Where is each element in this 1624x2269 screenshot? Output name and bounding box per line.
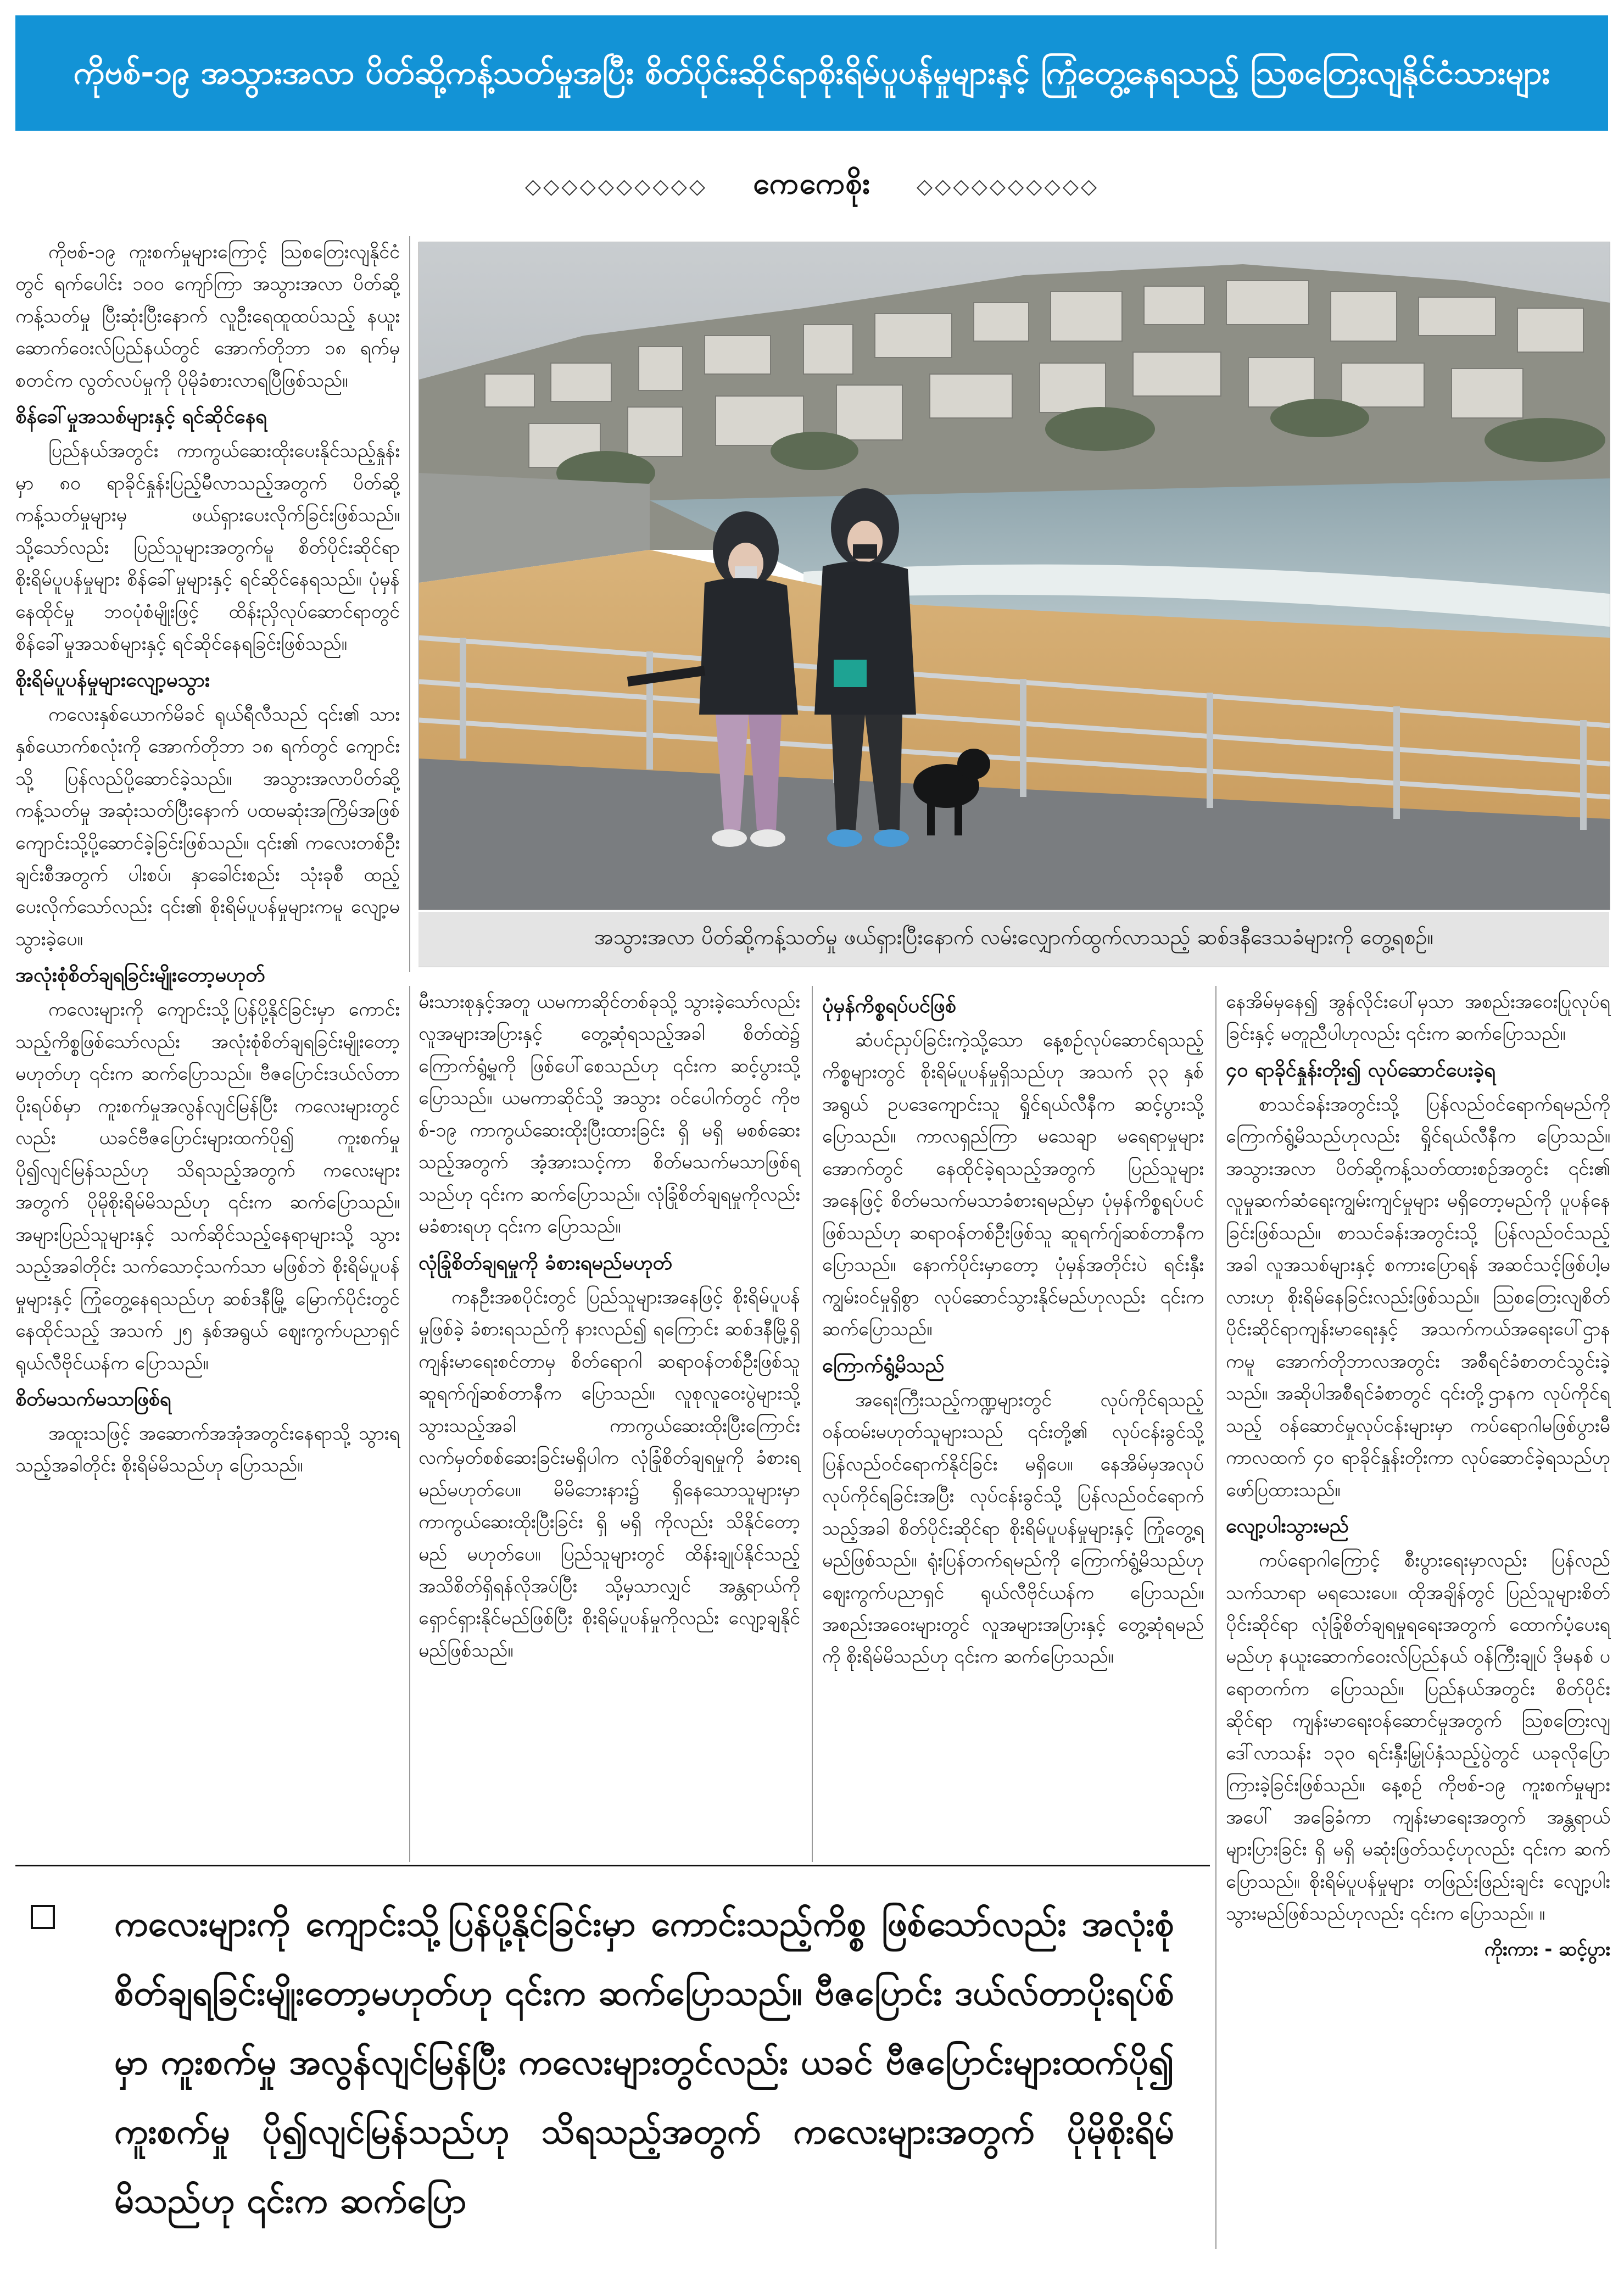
paragraph: နေအိမ်မှနေ၍ အွန်လိုင်းပေါ်မှသာ အစည်းအဝေးပြုလုပ်ရခြင်းနှင့် မတူညီပါဟုလည်း ၎င်းက ဆက်ပြောသည်။ <box>1226 991 1610 1045</box>
paragraph: စာသင်ခန်းအတွင်းသို့ ပြန်လည်ဝင်ရောက်ရမည်ကို ကြောက်ရွံ့မိသည်ဟုလည်း ရှိုင်ရယ်လီနီက ပြောသည်။ အသွားအလာ ပိတ်ဆို့ကန့်သတ်ထားစဉ်အတွင်း ၎င်း၏ လူမှုဆက်ဆံရေးကျွမ်းကျင်မှုများ မရှိတော့မည်ကို ပူပန်နေခြင်းဖြစ်သည်။ စာသင်ခန်းအတွင်းသို့ ပြန်လည်ဝင်သည့်အခါ လူအသစ်များနှင့် စကားပြောရန် အဆင်သင့်ဖြစ်ပါ့မလားဟု စိုးရိမ်နေခြင်းလည်းဖြစ်သည်။ ဩစတြေးလျစိတ်ပိုင်းဆိုင်ရာကျန်းမာရေးနှင့် အသက်ကယ်အရေးပေါ်ဌာနကမူ အောက်တိုဘာလအတွင်း အစီရင်ခံစာတင်သွင်းခဲ့သည်။ အဆိုပါအစီရင်ခံစာတွင် ၎င်းတို့ဌာနက လုပ်ကိုင်ရသည့် ဝန်ဆောင်မှုလုပ်ငန်းများမှာ ကပ်ရောဂါမဖြစ်ပွားမီ ကာလထက် ၄၀ ရာခိုင်နှုန်းတိုးကာ လုပ်ဆောင်ခဲ့ရသည်ဟု ဖော်ပြထားသည်။ <box>1226 1093 1610 1501</box>
caption-text: အသွားအလာ ပိတ်ဆို့ကန့်သတ်မှု ဖယ်ရှားပြီးနောက် လမ်းလျှောက်ထွက်လာသည့် ဆစ်ဒနီဒေသခံများကို တွေ့ရစဉ်။ <box>594 925 1434 949</box>
subheading: ပုံမှန်ကိစ္စရပ်ပင်ဖြစ် <box>822 995 956 1017</box>
pullquote-rule <box>15 1865 1210 1866</box>
paragraph: အရေးကြီးသည့်ကဏ္ဍများတွင် လုပ်ကိုင်ရသည့် ဝန်ထမ်းမဟုတ်သူများသည် ၎င်းတို့၏ လုပ်ငန်းခွင်သို့ ပြန်လည်ဝင်ရောက်နိုင်ခြင်း မရှိပေ။ နေအိမ်မှအလုပ်လုပ်ကိုင်ရခြင်းအပြီး လုပ်ငန်းခွင်သို့ ပြန်လည်ဝင်ရောက်သည့်အခါ စိတ်ပိုင်းဆိုင်ရာ စိုးရိမ်ပူပန်မှုများနှင့် ကြုံတွေ့ရမည်ဖြစ်သည်။ ရုံးပြန်တက်ရမည်ကို ကြောက်ရွံ့မိသည်ဟု ဈေးကွက်ပညာရှင် ရုယ်လီဗိုင်ယန်က ပြောသည်။ အစည်းအဝေးများတွင် လူအများအပြားနှင့် တွေ့ဆုံရမည်ကို စိုးရိမ်မိသည်ဟု ၎င်းက ဆက်ပြောသည်။ <box>822 1389 1204 1668</box>
subheading: အလုံးစုံစိတ်ချရခြင်းမျိုးတော့မဟုတ် <box>15 964 265 987</box>
photo-caption <box>418 912 1609 967</box>
subheading: စိုးရိမ်ပူပန်မှုများလျော့မသွား <box>15 668 210 692</box>
subheading: လုံခြုံစိတ်ချရမှုကို ခံစားရမည်မဟုတ် <box>418 1251 672 1274</box>
article-column-2 <box>418 986 800 1865</box>
paragraph: ပြည်နယ်အတွင်း ကာကွယ်ဆေးထိုးပေးနိုင်သည့်နှုန်းမှာ ၈၀ ရာခိုင်နှုန်းပြည့်မီလာသည့်အတွက် ပိတ်ဆို့ကန့်သတ်မှုများမှ ဖယ်ရှားပေးလိုက်ခြင်းဖြစ်သည်။ သို့သော်လည်း ပြည်သူများအတွက်မူ စိတ်ပိုင်းဆိုင်ရာ စိုးရိမ်ပူပန်မှုများ စိန်ခေါ်မှုများနှင့် ရင်ဆိုင်နေရသည်။ ပုံမှန်နေထိုင်မှု ဘဝပုံစံမျိုးဖြင့် ထိန်းညှိလုပ်ဆောင်ရာတွင် စိန်ခေါ်မှုအသစ်များနှင့် ရင်ဆိုင်နေရခြင်းဖြစ်သည်။ <box>15 440 400 655</box>
article-column-3 <box>822 986 1204 1865</box>
pull-quote-text: ကလေးများကို ကျောင်းသို့ပြန်ပို့နိုင်ခြင်းမှာ ကောင်းသည့်ကိစ္စ ဖြစ်သော်လည်း အလုံးစုံ စိတ်ချရခြင်းမျိုးတော့မဟုတ်ဟု ၎င်းက ဆက်ပြောသည်။ ဗီဇပြောင်း ဒယ်လ်တာပိုးရပ်စ်မှာ ကူးစက်မှု အလွန်လျင်မြန်ပြီး ကလေးများတွင်လည်း ယခင် ဗီဇပြောင်းများထက်ပို၍ ကူးစက်မှု ပို၍လျင်မြန်သည်ဟု သိရသည့်အတွက် ကလေးများအတွက် ပိုမိုစိုးရိမ်မိသည်ဟု ၎င်းက ဆက်ပြော <box>114 1904 1174 2221</box>
paragraph: ကနဦးအစပိုင်းတွင် ပြည်သူများအနေဖြင့် စိုးရိမ်ပူပန်မှုဖြစ်ခဲ့ ခံစားရသည်ကို နားလည်၍ ရကြောင်း ဆစ်ဒနီမြို့ရှိ ကျန်းမာရေးစင်တာမှ စိတ်ရောဂါ ဆရာဝန်တစ်ဦးဖြစ်သူ ဆူရက်ဂျ်ဆစ်တာနီက ပြောသည်။ လူစုလူဝေးပွဲများသို့ သွားသည့်အခါ ကာကွယ်ဆေးထိုးပြီးကြောင်း လက်မှတ်စစ်ဆေးခြင်းမရှိပါက လုံခြုံစိတ်ချရမှုကို ခံစားရမည်မဟုတ်ပေ။ မိမိဘေးနား၌ ရှိနေသောသူများမှာ ကာကွယ်ဆေးထိုးပြီးခြင်း ရှိ မရှိ ကိုလည်း သိနိုင်တော့မည် မဟုတ်ပေ။ ပြည်သူများတွင် ထိန်းချုပ်နိုင်သည့် အသိစိတ်ရှိရန်လိုအပ်ပြီး သို့မှသာလျှင် အန္တရာယ်ကို ရှောင်ရှားနိုင်မည်ဖြစ်ပြီး စိုးရိမ်ပူပန်မှုကိုလည်း လျော့ချနိုင်မည်ဖြစ်သည်။ <box>418 1286 800 1662</box>
paragraph: မီးသားစုနှင့်အတူ ယမကာဆိုင်တစ်ခုသို့ သွားခဲ့သော်လည်း လူအများအပြားနှင့် တွေ့ဆုံရသည့်အခါ စိတ်ထဲ၌ ကြောက်ရွံ့မှုကို ဖြစ်ပေါ်စေသည်ဟု ၎င်းက ဆင့်ပွားသို့ပြောသည်။ ယမကာဆိုင်သို့ အသွား ဝင်ပေါက်တွင် ကိုဗစ်-၁၉ ကာကွယ်ဆေးထိုးပြီးထားခြင်း ရှိ မရှိ မစစ်ဆေးသည့်အတွက် အံ့အားသင့်ကာ စိတ်မသက်မသာဖြစ်ရသည်ဟု ၎င်းက ဆက်ပြောသည်။ လုံခြုံစိတ်ချရမှုကိုလည်း မခံစားရဟု ၎င်းက ပြောသည်။ <box>418 991 800 1238</box>
paragraph: ကလေးနှစ်ယောက်မိခင် ရုယ်ရီလီသည် ၎င်း၏ သားနှစ်ယောက်စလုံးကို အောက်တိုဘာ ၁၈ ရက်တွင် ကျောင်းသို့ ပြန်လည်ပို့ဆောင်ခဲ့သည်။ အသွားအလာပိတ်ဆို့ကန့်သတ်မှု အဆုံးသတ်ပြီးနောက် ပထမဆုံးအကြိမ်အဖြစ် ကျောင်းသို့ပို့ဆောင်ခဲ့ခြင်းဖြစ်သည်။ ၎င်း၏ ကလေးတစ်ဦးချင်းစီအတွက် ပါးစပ်၊ နှာခေါင်းစည်း သုံးခုစီ ထည့်ပေးလိုက်သော်လည်း ၎င်း၏ စိုးရိမ်ပူပန်မှုများကမူ လျော့မသွားခဲ့ပေ။ <box>15 703 400 950</box>
paragraph: ဆံပင်ညှပ်ခြင်းကဲ့သို့သော နေ့စဉ်လုပ်ဆောင်ရသည့်ကိစ္စများတွင် စိုးရိမ်ပူပန်မှုရှိသည်ဟု အသက် ၃၃ နှစ်အရွယ် ဥပဒေကျောင်းသူ ရှိုင်ရယ်လီနီက ဆင့်ပွားသို့ ပြောသည်။ ကာလရှည်ကြာ မသေချာ မရေရာမှုများအောက်တွင် နေထိုင်ခဲ့ရသည့်အတွက် ပြည်သူများအနေဖြင့် စိတ်မသက်မသာခံစားရမည်မှာ ပုံမှန်ကိစ္စရပ်ပင်ဖြစ်သည်ဟု ဆရာဝန်တစ်ဦးဖြစ်သူ ဆူရက်ဂျ်ဆစ်တာနီက ပြောသည်။ နောက်ပိုင်းမှာတော့ ပုံမှန်အတိုင်းပဲ ရင်းနှီးကျွမ်းဝင်မှုရှိစွာ လုပ်ဆောင်သွားနိုင်မည်ဟုလည်း ၎င်းက ဆက်ပြောသည်။ <box>822 1029 1204 1341</box>
article-column-1 <box>15 236 400 1878</box>
subheading: ၄၀ ရာခိုင်နှုန်းတိုး၍ လုပ်ဆောင်ပေးခဲ့ရ <box>1226 1058 1495 1081</box>
paragraph: ကိုဗစ်-၁၉ ကူးစက်မှုများကြောင့် ဩစတြေးလျနိုင်ငံတွင် ရက်ပေါင်း ၁၀၀ ကျော်ကြာ အသွားအလာ ပိတ်ဆို့ကန့်သတ်မှု ပြီးဆုံးပြီးနောက် လူဦးရေထူထပ်သည့် နယူးဆောက်ဝေးလ်ပြည်နယ်တွင် အောက်တိုဘာ ၁၈ ရက်မှစတင်က လွတ်လပ်မှုကို ပိုမိုခံစားလာရပြီဖြစ်သည်။ <box>15 241 400 392</box>
paragraph: ကလေးများကို ကျောင်းသို့ပြန်ပို့နိုင်ခြင်းမှာ ကောင်းသည့်ကိစ္စဖြစ်သော်လည်း အလုံးစုံစိတ်ချရခြင်းမျိုးတော့ မဟုတ်ဟု ၎င်းက ဆက်ပြောသည်။ ဗီဇပြောင်းဒယ်လ်တာပိုးရပ်စ်မှာ ကူးစက်မှုအလွန်လျင်မြန်ပြီး ကလေးများတွင်လည်း ယခင်ဗီဇပြောင်းများထက်ပို၍ ကူးစက်မှုပို၍လျင်မြန်သည်ဟု သိရသည့်အတွက် ကလေးများအတွက် ပိုမိုစိုးရိမ်မိသည်ဟု ၎င်းက ဆက်ပြောသည်။ အများပြည်သူများနှင့် သက်ဆိုင်သည့်နေရာများသို့ သွားသည့်အခါတိုင်း သက်သောင့်သက်သာ မဖြစ်ဘဲ စိုးရိမ်ပူပန်မှုများနှင့် ကြုံတွေ့နေရသည်ဟု ဆစ်ဒနီမြို့ မြောက်ပိုင်းတွင်နေထိုင်သည့် အသက် ၂၅ နှစ်အရွယ် ဈေးကွက်ပညာရှင် ရုယ်လီဗိုင်ယန်က ပြောသည်။ <box>15 999 400 1374</box>
beach-photo <box>418 242 1610 910</box>
pull-quote <box>15 1878 1210 2252</box>
source-credit: ကိုးကား - ဆင့်ပွား <box>1484 1938 1610 1960</box>
author-name: ကေကေစိုး <box>753 166 871 200</box>
paragraph: ကပ်ရောဂါကြောင့် စီးပွားရေးမှာလည်း ပြန်လည်သက်သာရာ မရသေးပေ။ ထိုအချိန်တွင် ပြည်သူများစိတ်ပိုင်းဆိုင်ရာ လုံခြုံစိတ်ချရမှုရရေးအတွက် ထောက်ပံ့ပေးရမည်ဟု နယူးဆောက်ဝေးလ်ပြည်နယ် ဝန်ကြီးချုပ် ဒိုမနစ် ပရောတက်က ပြောသည်။ ပြည်နယ်အတွင်း စိတ်ပိုင်းဆိုင်ရာ ကျန်းမာရေးဝန်ဆောင်မှုအတွက် ဩစတြေးလျဒေါ်လာသန်း ၁၃၀ ရင်းနှီးမြှုပ်နှံသည့်ပွဲတွင် ယခုလိုပြောကြားခဲ့ခြင်းဖြစ်သည်။ နေ့စဉ် ကိုဗစ်-၁၉ ကူးစက်မှုများအပေါ် အခြေခံကာ ကျန်းမာရေးအတွက် အန္တရာယ်များပြားခြင်း ရှိ မရှိ မဆုံးဖြတ်သင့်ဟုလည်း ၎င်းက ဆက်ပြောသည်။ စိုးရိမ်ပူပန်မှုများ တဖြည်းဖြည်းချင်း လျော့ပါးသွားမည်ဖြစ်သည်ဟုလည်း ၎င်းက ပြောသည်။ ။ <box>1226 1549 1610 1925</box>
byline-ornament-right: ◇◇◇◇◇◇◇◇◇◇ <box>916 174 1100 198</box>
byline-ornament-left: ◇◇◇◇◇◇◇◇◇◇ <box>524 174 708 198</box>
subheading: စိတ်မသက်မသာဖြစ်ရ <box>15 1388 171 1411</box>
article-column-4 <box>1226 986 1610 2255</box>
subheading: လျော့ပါးသွားမည် <box>1226 1515 1349 1538</box>
paragraph: အထူးသဖြင့် အဆောက်အအုံအတွင်းနေရာသို့ သွားရသည့်အခါတိုင်း စိုးရိမ်မိသည်ဟု ပြောသည်။ <box>15 1423 400 1477</box>
headline-banner <box>15 15 1608 131</box>
byline <box>0 165 1624 208</box>
subheading: ကြောက်ရွံ့မိသည် <box>822 1354 945 1377</box>
column-divider <box>1215 986 1216 2249</box>
column-divider <box>812 986 813 1862</box>
headline: ကိုဗစ်-၁၉ အသွားအလာ ပိတ်ဆို့ကန့်သတ်မှုအပြီး စိတ်ပိုင်းဆိုင်ရာစိုးရိမ်ပူပန်မှုများနှင့် ကြုံတွေ့နေရသည့် ဩစတြေးလျနိုင်ငံသားများ <box>73 54 1550 92</box>
checkbox-bullet-icon <box>31 1905 55 1929</box>
subheading: စိန်ခေါ်မှုအသစ်များနှင့် ရင်ဆိုင်နေရ <box>15 405 267 428</box>
column-divider <box>409 986 410 1862</box>
column-divider <box>409 236 410 972</box>
